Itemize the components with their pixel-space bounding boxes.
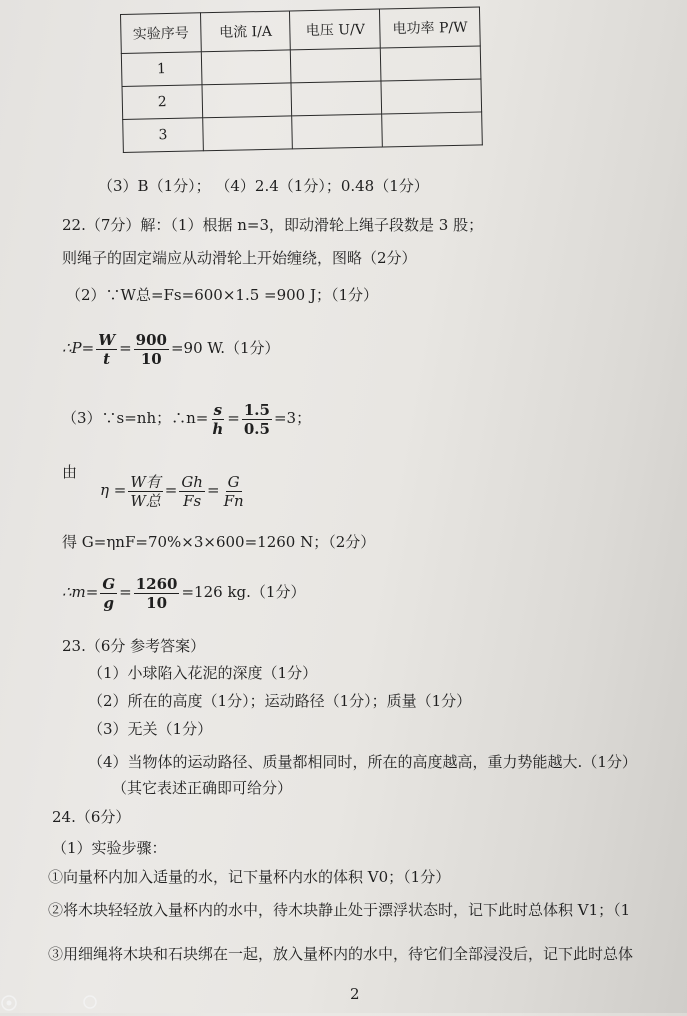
fraction (134, 575, 180, 612)
eta-symbol: η = (100, 481, 127, 499)
fraction-den: Fs (183, 491, 202, 510)
data-table (120, 6, 483, 153)
q23-note: （其它表述正确即可给分） (112, 779, 293, 797)
q23-answer-3: （3）无关（1分） (88, 720, 213, 738)
q22-part2: （2）∵W总=Fs=600×1.5 =900 J；（1分） (66, 286, 379, 304)
fraction-num: Gh (181, 472, 203, 491)
table-cell: 3 (123, 118, 203, 153)
q24-step-title: （1）实验步骤： (52, 839, 167, 857)
table-cell (201, 50, 291, 85)
fraction (128, 473, 162, 510)
q24-step-1: ①向量杯内加入适量的水，记下量杯内水的体积 V0；（1分） (48, 868, 451, 886)
q24-header: 24.（6分） (52, 808, 131, 826)
table-header-cell: 电功率 P/W (380, 7, 480, 48)
table-header-cell: 实验序号 (121, 13, 202, 54)
q23-answer-1: （1）小球陷入花泥的深度（1分） (88, 664, 318, 682)
fraction-num: s (213, 400, 223, 419)
table-row (123, 112, 483, 153)
fraction-den: t (103, 349, 111, 368)
fraction-den: W总 (130, 491, 161, 510)
table-cell (292, 114, 383, 149)
bleed-through-text (510, 30, 524, 50)
fraction (96, 331, 117, 368)
fraction (242, 401, 272, 438)
formula-prefix: （3）∵s=nh；∴n= (62, 409, 209, 427)
formula-result: =126 kg.（1分） (181, 583, 306, 601)
q22-line2: 则绳子的固定端应从动滑轮上开始缠绕，图略（2分） (62, 249, 417, 267)
table-header-cell: 电流 I/A (200, 11, 290, 52)
q22-header: 22.（7分）解：（1）根据 n=3，即动滑轮上绳子段数是 3 股； (62, 216, 484, 234)
fraction-num: W有 (130, 472, 161, 491)
table-cell (382, 112, 482, 147)
q21-answer: （3）B（1分）； （4）2.4（1分）；0.48（1分） (98, 177, 429, 195)
efficiency-formula: η = $\frac{\text{W有}}{\text{W总}}$ = $\frac{Gh}{Fs}$ = $\frac{G}{Fn}$ (100, 472, 244, 510)
formula-prefix: ∴P= (62, 339, 95, 357)
fraction (210, 401, 225, 438)
fraction-den: 0.5 (243, 419, 270, 438)
fraction-num: G (102, 574, 116, 593)
fraction-den: 10 (140, 349, 162, 368)
formula-result: =3； (273, 409, 312, 427)
q23-answer-4: （4）当物体的运动路径、质量都相同时，所在的高度越高，重力势能越大.（1分） (88, 753, 637, 771)
fraction-num: 900 (135, 330, 167, 349)
mass-formula: ∴m= $\frac{G}{g}$ = $\frac{1260}{10}$ =126 kg.（1分） (62, 574, 306, 612)
formula-prefix: ∴m= (62, 583, 99, 601)
q24-step-3: ③用细绳将木块和石块绑在一起，放入量杯内的水中，待它们全部浸没后，记下此时总体 (48, 945, 634, 963)
fraction (179, 473, 205, 510)
fraction (222, 473, 246, 510)
camera-watermark-icon (0, 994, 100, 1012)
table-cell (381, 79, 481, 114)
fraction-num: 1.5 (243, 400, 270, 419)
table-header-cell: 电压 U/V (290, 9, 381, 50)
fraction-num: 1260 (135, 574, 178, 593)
you-label: 由 (62, 463, 78, 481)
fraction-den: g (103, 593, 114, 612)
table-cell (203, 116, 293, 151)
table-cell (291, 48, 382, 83)
q22-g-line: 得 G=ηnF=70%×3×600=1260 N；（2分） (62, 533, 376, 551)
q24-step-2: ②将木块轻轻放入量杯内的水中，待木块静止处于漂浮状态时，记下此时总体积 V1；（1 (48, 901, 631, 919)
fraction (134, 331, 169, 368)
formula-result: =90 W.（1分） (170, 339, 280, 357)
fraction-den: h (212, 419, 224, 438)
n-formula: （3）∵s=nh；∴n= $\frac{s}{h}$ = $\frac{1.5}{0.5}$ =3； (62, 400, 312, 438)
fraction (100, 575, 117, 612)
power-formula: ∴P= $\frac{W}{t}$ = $\frac{900}{10}$ =90 W.（1分） (62, 330, 280, 368)
table-cell: 2 (122, 85, 202, 120)
fraction-num: W (98, 330, 116, 349)
fraction-num: G (227, 472, 240, 491)
table-cell (381, 46, 481, 81)
q23-answer-2: （2）所在的高度（1分）；运动路径（1分）；质量（1分） (88, 692, 472, 710)
fraction-den: Fn (223, 491, 244, 510)
table-cell (291, 81, 382, 116)
q23-header: 23.（6分 参考答案） (62, 637, 206, 655)
fraction-den: 10 (146, 593, 168, 612)
table-cell: 1 (121, 52, 201, 87)
table-cell (202, 83, 292, 118)
page-number: 2 (350, 985, 360, 1003)
